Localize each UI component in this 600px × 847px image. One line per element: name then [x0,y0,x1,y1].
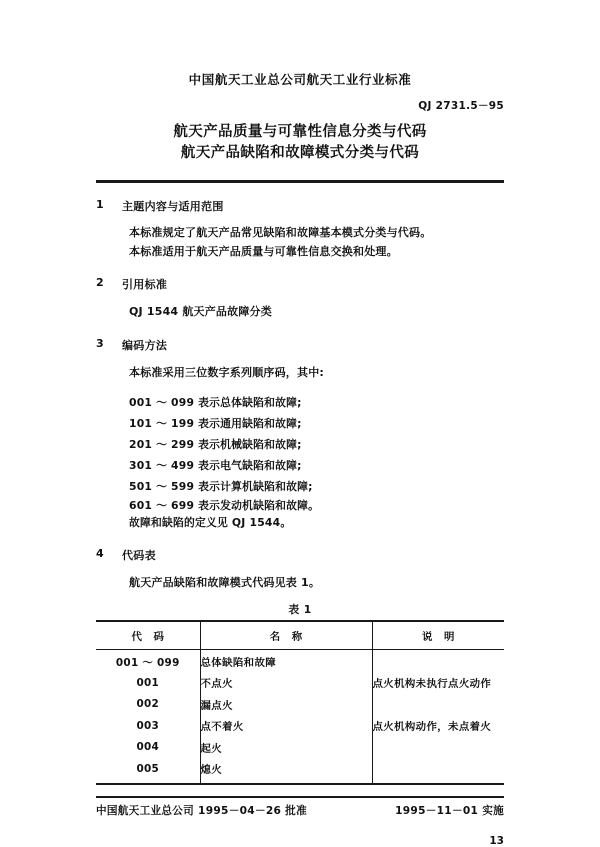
cell-description [372,736,504,758]
section-4-paragraph: 航天产品缺陷和故障模式代码见表 1。 [129,575,321,589]
section-4-number: 4 [96,546,104,560]
section-3-number: 3 [96,337,104,351]
code-range-item: 001 ～ 099 表示总体缺陷和故障; [129,395,302,409]
code-range-item: 601 ～ 699 表示发动机缺陷和故障。 [129,498,320,512]
section-3-title: 编码方法 [122,339,168,353]
approval-statement: 中国航天工业总公司 1995－04－26 批准 [96,805,307,817]
table-row [96,650,504,672]
code-range-item: 501 ～ 599 表示计算机缺陷和故障; [129,479,313,493]
column-header-code: 代 码 [96,621,200,650]
cell-code: 004 [136,741,160,754]
section-2-title: 引用标准 [122,278,168,292]
code-range-item: 101 ～ 199 表示通用缺陷和故障; [129,416,302,430]
document-title [96,122,504,163]
cell-name: 点不着火 [200,715,372,737]
header-divider [96,180,504,183]
cell-code: 001 [136,676,160,689]
section-4-heading [96,547,504,563]
cell-code: 001 ～ 099 [115,656,180,669]
table-header-row [96,621,504,650]
section-4 [96,547,504,593]
footer [96,803,504,818]
implementation-statement: 1995－11－01 实施 [395,805,504,817]
cell-name: 漏点火 [200,693,372,715]
cell-description: 点火机构动作，未点着火 [372,715,504,737]
section-1-paragraph-1: 本标准规定了航天产品常见缺陷和故障基本模式分类与代码。 [129,225,432,239]
page-number: 13 [489,835,504,847]
page-content [96,0,504,847]
title-line-1: 航天产品质量与可靠性信息分类与代码 [173,124,427,140]
footer-divider [96,796,504,798]
code-range-list [129,392,504,532]
issuing-organization: 中国航天工业总公司航天工业行业标准 [188,72,412,87]
standard-number: QJ 2731.5－95 [418,100,504,112]
section-1-paragraph-2: 本标准适用于航天产品质量与可靠性信息交换和处理。 [129,244,398,258]
cell-name: 不点火 [200,672,372,694]
cell-name: 总体缺陷和故障 [200,650,372,672]
cell-description [372,693,504,715]
code-definition-note: 故障和缺陷的定义见 QJ 1544。 [129,516,292,530]
table-caption: 表 1 [288,603,312,617]
cell-description [372,650,504,672]
cell-name: 起火 [200,736,372,758]
column-header-name: 名 称 [200,621,372,650]
table-row [96,672,504,694]
code-range-item: 301 ～ 499 表示电气缺陷和故障; [129,458,302,472]
cell-description [372,758,504,785]
referenced-standard: QJ 1544 航天产品故障分类 [129,305,272,319]
section-3 [96,337,504,532]
column-header-description: 说 明 [372,621,504,650]
cell-description: 点火机构未执行点火动作 [372,672,504,694]
code-table [96,620,504,785]
section-1-heading [96,198,504,214]
cell-name: 熄火 [200,758,372,785]
section-3-intro: 本标准采用三位数字系列顺序码，其中: [129,366,324,380]
table-row [96,736,504,758]
title-line-2: 航天产品缺陷和故障模式分类与代码 [180,144,420,161]
cell-code: 002 [136,698,160,711]
section-2 [96,276,504,322]
table-row [96,693,504,715]
section-1-title: 主题内容与适用范围 [122,199,224,213]
cell-code: 003 [136,719,160,732]
code-range-item: 201 ～ 299 表示机械缺陷和故障; [129,437,302,451]
table-row [96,758,504,785]
table-row [96,715,504,737]
cell-code: 005 [96,758,200,785]
section-1-number: 1 [96,197,104,211]
section-2-heading [96,276,504,292]
section-2-number: 2 [96,276,104,290]
section-1 [96,198,504,262]
section-4-title: 代码表 [122,548,156,562]
section-3-heading [96,337,504,353]
